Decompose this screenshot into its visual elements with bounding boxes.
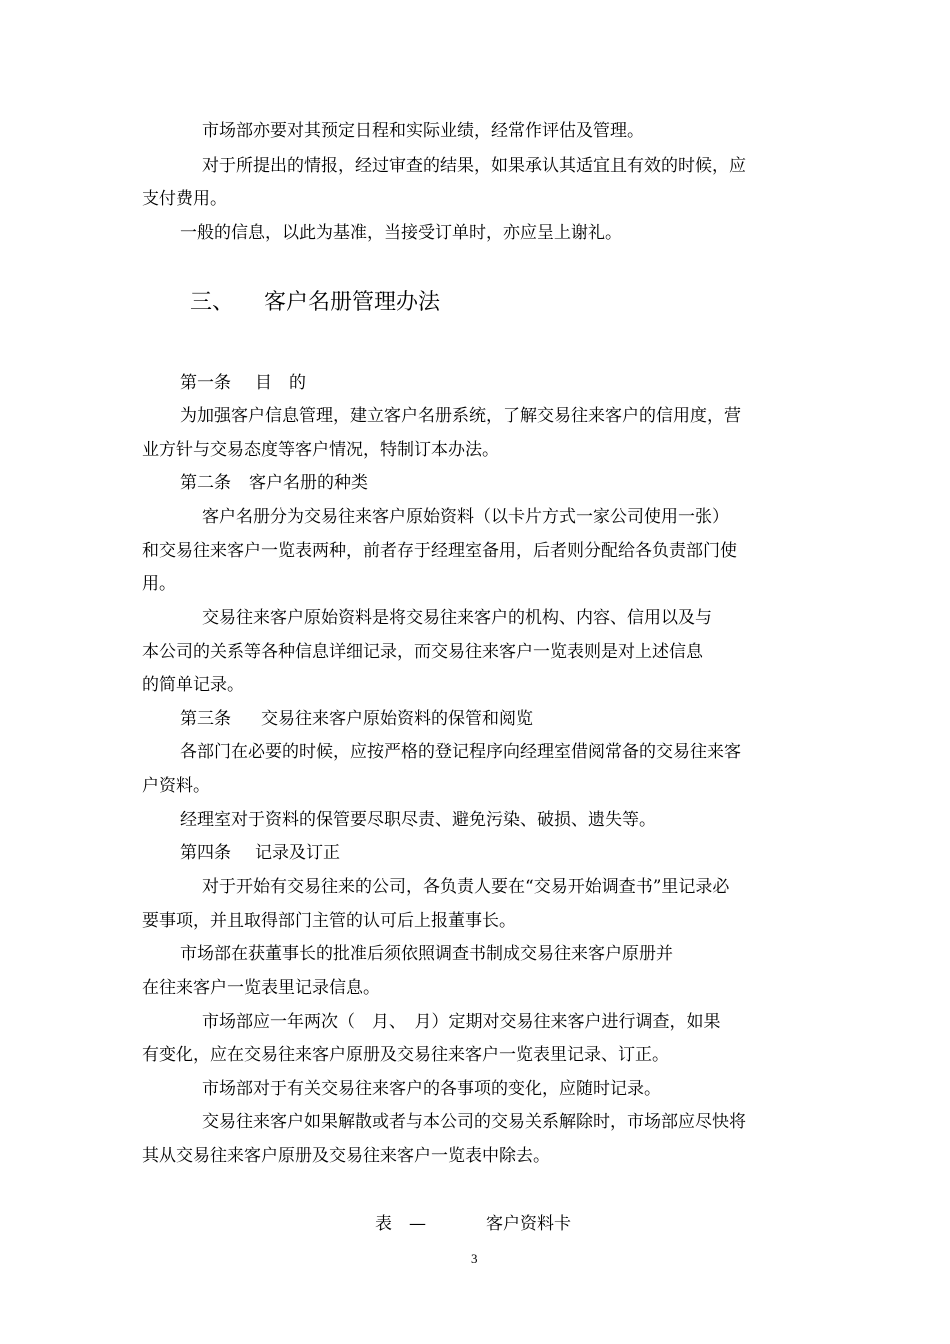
article-3-p1-line-1: 各部门在必要的时候，应按严格的登记程序向经理室借阅常备的交易往来客 — [180, 742, 741, 762]
article-2-p1-line-3: 用。 — [142, 574, 176, 594]
article-4-p4-line-1: 市场部对于有关交易往来客户的各事项的变化，应随时记录。 — [202, 1079, 661, 1099]
article-3-label: 第三条 — [180, 709, 231, 729]
section-heading — [190, 289, 440, 317]
table-caption — [375, 1213, 571, 1235]
article-3-p1-line-2: 户资料。 — [142, 776, 210, 796]
article-1-label: 第一条 — [180, 373, 231, 393]
article-2-label: 第二条 — [180, 473, 231, 493]
intro-line-4: 一般的信息，以此为基准，当接受订单时，亦应呈上谢礼。 — [180, 223, 622, 243]
article-4-p3-line-1: 市场部应一年两次（ 月、 月）定期对交易往来客户进行调查，如果 — [202, 1012, 721, 1032]
article-2-p2-line-3: 的简单记录。 — [142, 675, 244, 695]
article-2-p2-line-2: 本公司的关系等各种信息详细记录，而交易往来客户一览表则是对上述信息 — [142, 642, 703, 662]
article-4-p5-line-1: 交易往来客户如果解散或者与本公司的交易关系解除时，市场部应尽快将 — [202, 1112, 746, 1132]
article-1-heading — [180, 372, 306, 394]
article-4-p2-line-2: 在往来客户一览表里记录信息。 — [142, 978, 380, 998]
page-number: 3 — [471, 1251, 478, 1266]
article-1-line-2: 业方针与交易态度等客户情况，特制订本办法。 — [142, 440, 499, 460]
article-4-p5-line-2: 其从交易往来客户原册及交易往来客户一览表中除去。 — [142, 1146, 550, 1166]
section-number: 三、 — [190, 290, 235, 315]
table-caption-label: 表 — — [375, 1214, 426, 1234]
article-4-label: 第四条 — [180, 843, 231, 863]
article-1-line-1: 为加强客户信息管理，建立客户名册系统，了解交易往来客户的信用度，营 — [180, 406, 741, 426]
article-4-p1-line-1: 对于开始有交易往来的公司，各负责人要在“交易开始调查书”里记录必 — [202, 877, 730, 897]
article-2-heading — [180, 472, 368, 494]
article-4-heading — [180, 842, 340, 864]
article-3-heading — [180, 708, 533, 730]
intro-line-1: 市场部亦要对其预定日程和实际业绩，经常作评估及管理。 — [202, 121, 644, 141]
article-4-p1-line-2: 要事项，并且取得部门主管的认可后上报董事长。 — [142, 911, 516, 931]
article-3-p2-line-1: 经理室对于资料的保管要尽职尽责、避免污染、破损、遗失等。 — [180, 810, 656, 830]
article-4-title: 记录及订正 — [255, 843, 340, 863]
intro-line-2: 对于所提出的情报，经过审查的结果，如果承认其适宜且有效的时候，应 — [202, 156, 746, 176]
table-caption-title: 客户资料卡 — [486, 1214, 571, 1234]
article-3-title: 交易往来客户原始资料的保管和阅览 — [261, 709, 533, 729]
intro-line-3: 支付费用。 — [142, 189, 227, 209]
article-2-p1-line-2: 和交易往来客户一览表两种，前者存于经理室备用，后者则分配给各负责部门使 — [142, 541, 737, 561]
article-1-title: 目 的 — [255, 373, 306, 393]
section-title: 客户名册管理办法 — [264, 290, 441, 315]
article-2-p2-line-1: 交易往来客户原始资料是将交易往来客户的机构、内容、信用以及与 — [202, 608, 712, 628]
article-2-title: 客户名册的种类 — [249, 473, 368, 493]
article-4-p3-line-2: 有变化，应在交易往来客户原册及交易往来客户一览表里记录、订正。 — [142, 1045, 669, 1065]
article-2-p1-line-1: 客户名册分为交易往来客户原始资料（以卡片方式一家公司使用一张） — [202, 507, 729, 527]
article-4-p2-line-1: 市场部在获董事长的批准后须依照调查书制成交易往来客户原册并 — [180, 944, 673, 964]
